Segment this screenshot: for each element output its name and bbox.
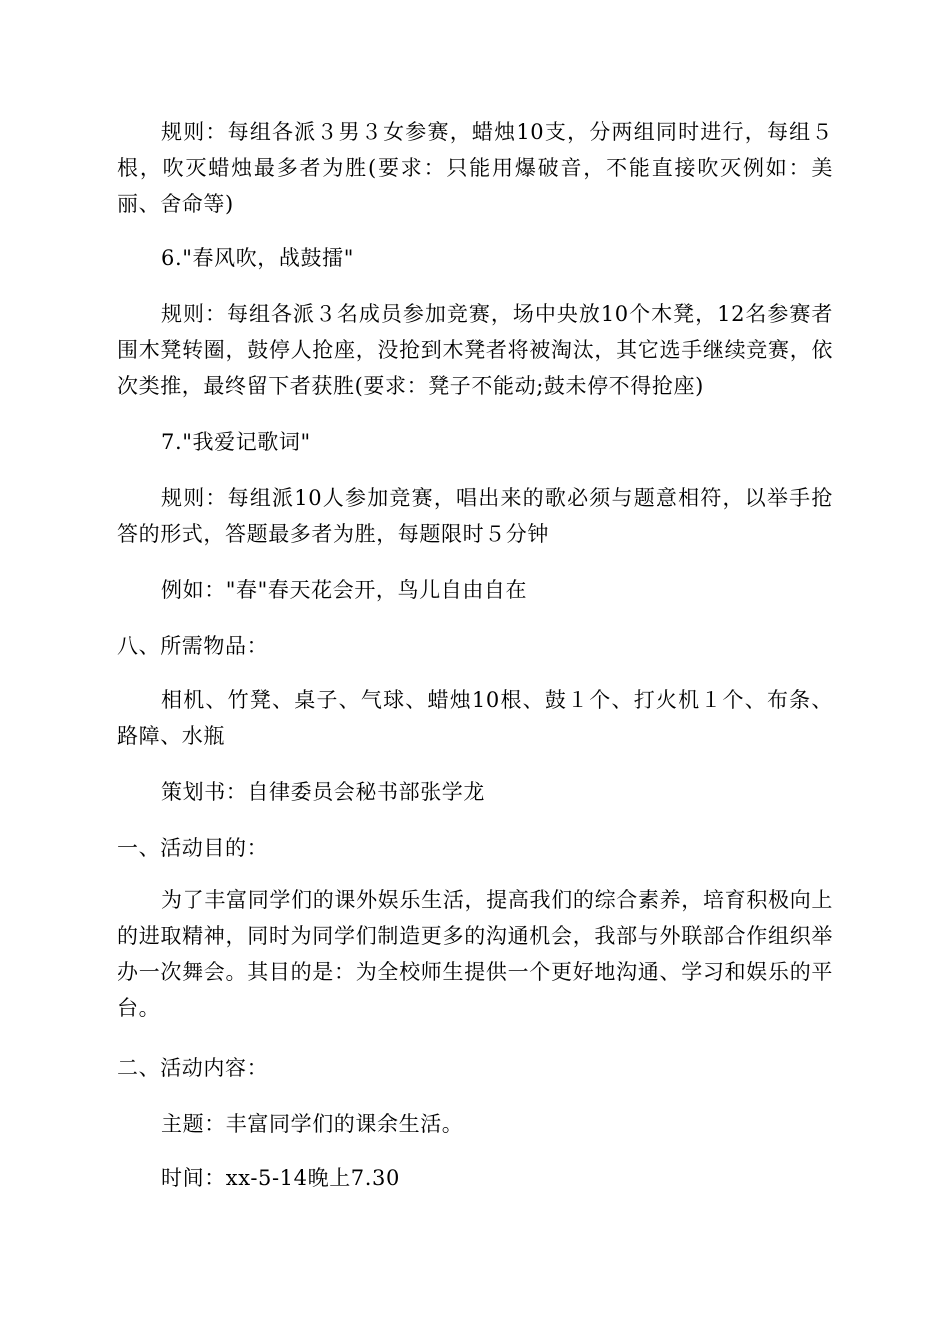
example-paragraph: 例如："春"春天花会开，鸟儿自由自在 [161,578,528,602]
time-paragraph: 时间：xx-5-14晚上7.30 [161,1166,400,1190]
item-7-heading: 7."我爱记歌词" [161,430,311,454]
theme-paragraph: 主题：丰富同学们的课余生活。 [161,1112,464,1136]
items-list-paragraph: 相机、竹凳、桌子、气球、蜡烛10根、鼓１个、打火机１个、布条、路障、水瓶 [117,688,833,748]
rule-lyrics-game-paragraph: 规则：每组派10人参加竞赛，唱出来的歌必须与题意相符，以举手抢答的形式，答题最多者为胜，每题限时５分钟 [117,486,833,546]
purpose-paragraph: 为了丰富同学们的课外娱乐生活，提高我们的综合素养，培育积极向上的进取精神，同时为同学们制造更多的沟通机会，我部与外联部合作组织举办一次舞会。其目的是：为全校师生提供一个更好地沟通、学习和娱乐的平台。 [117,888,833,1020]
rule-chair-game-paragraph: 规则：每组各派３名成员参加竞赛，场中央放10个木凳，12名参赛者围木凳转圈，鼓停人抢座，没抢到木凳者将被淘汰，其它选手继续竞赛，依次类推，最终留下者获胜(要求：凳子不能动;鼓未停不得抢座) [117,302,833,398]
section-2-heading: 二、活动内容： [117,1056,269,1080]
section-1-heading: 一、活动目的： [117,836,269,860]
planner-paragraph: 策划书：自律委员会秘书部张学龙 [161,780,485,804]
item-6-heading: 6."春风吹，战鼓擂" [161,246,354,270]
rule-candle-game-paragraph: 规则：每组各派３男３女参赛，蜡烛10支，分两组同时进行，每组５根，吹灭蜡烛最多者为胜(要求：只能用爆破音，不能直接吹灭例如：美丽、舍命等) [117,120,833,216]
section-8-heading: 八、所需物品： [117,634,269,658]
